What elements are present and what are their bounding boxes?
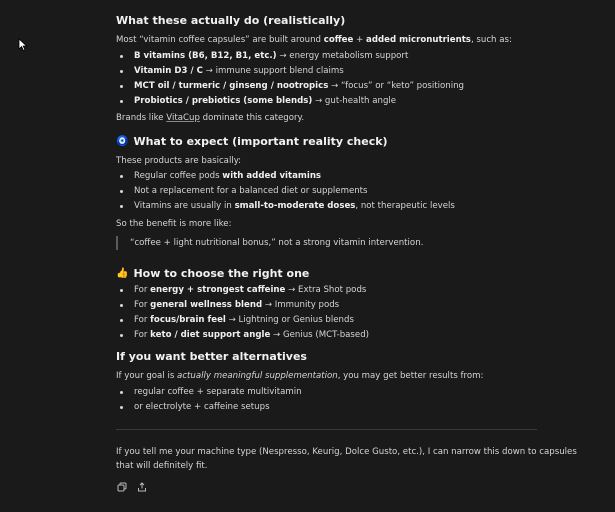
copy-icon[interactable] (116, 481, 128, 493)
vitacup-link[interactable]: VitaCup (166, 113, 200, 123)
heading-what-these-do: What these actually do (realistically) (116, 14, 346, 27)
benefit-intro: So the benefit is more like: (116, 219, 232, 229)
mouse-cursor-icon (18, 38, 30, 52)
list-item: For keto / diet support angle → Genius (MCT-based) (116, 328, 369, 343)
section2-intro: These products are basically: (116, 156, 242, 166)
closing-line-2: that will definitely fit. (116, 461, 208, 471)
list-item: For focus/brain feel → Lightning or Genius blends (116, 313, 369, 328)
heading-what-to-expect: 🧿 What to expect (important reality check) (116, 135, 388, 148)
list-item: Not a replacement for a balanced diet or supplements (116, 184, 455, 199)
section4-list (116, 385, 302, 415)
list-item: B vitamins (B6, B12, B1, etc.) → energy metabolism support (116, 49, 464, 64)
heading-better-alternatives: If you want better alternatives (116, 350, 307, 363)
benefit-quote: “coffee + light nutritional bonus,” not a strong vitamin intervention. (116, 236, 423, 250)
list-item: or electrolyte + caffeine setups (116, 400, 302, 415)
list-item: Vitamin D3 / C → immune support blend claims (116, 64, 464, 79)
share-icon[interactable] (136, 481, 148, 493)
divider (116, 429, 537, 430)
list-item: regular coffee + separate multivitamin (116, 385, 302, 400)
brands-line: Brands like VitaCup dominate this category. (116, 113, 305, 123)
message-actions (116, 481, 148, 493)
heading-how-to-choose: 👍 How to choose the right one (116, 267, 310, 280)
closing-line-1: If you tell me your machine type (Nespresso, Keurig, Dolce Gusto, etc.), I can narrow this down to capsules (116, 447, 577, 457)
section2-list (116, 169, 455, 214)
list-item: Probiotics / prebiotics (some blends) → gut-health angle (116, 94, 464, 109)
thumbs-up-icon: 👍 (116, 267, 129, 279)
list-item: Vitamins are usually in small-to-moderate doses, not therapeutic levels (116, 199, 455, 214)
section1-list (116, 49, 464, 109)
list-item: Regular coffee pods with added vitamins (116, 169, 455, 184)
list-item: For general wellness blend → Immunity pods (116, 298, 369, 313)
crystal-ball-icon: 🧿 (116, 135, 129, 147)
list-item: MCT oil / turmeric / ginseng / nootropics → “focus” or “keto” positioning (116, 79, 464, 94)
section4-intro: If your goal is actually meaningful supplementation, you may get better results from: (116, 371, 484, 381)
list-item: For energy + strongest caffeine → Extra Shot pods (116, 283, 369, 298)
section3-list (116, 283, 369, 343)
section1-intro: Most “vitamin coffee capsules” are built around coffee + added micronutrients, such as: (116, 35, 512, 45)
